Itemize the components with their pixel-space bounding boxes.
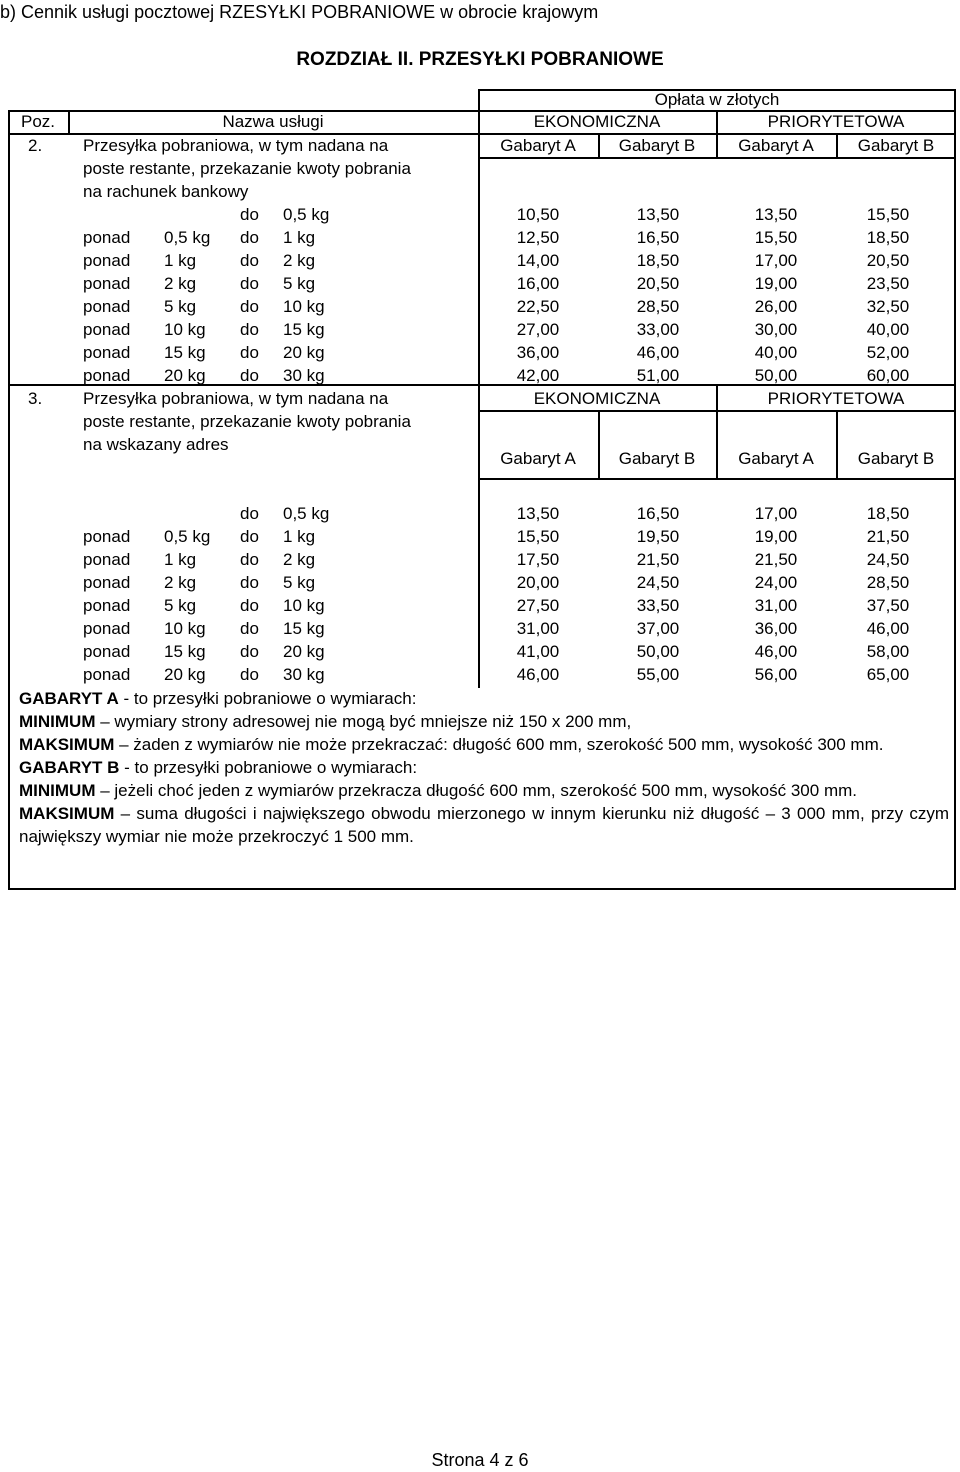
- price-cell: 13,50: [636, 205, 680, 224]
- weight-c: do: [240, 642, 259, 661]
- weight-c: do: [240, 527, 259, 546]
- price-cell: 50,00: [636, 642, 680, 661]
- price-cell: 21,50: [636, 550, 680, 569]
- weight-tier-row: [8, 343, 956, 366]
- weight-tier-row: [8, 504, 956, 527]
- weight-a: ponad: [83, 228, 131, 247]
- weight-b: 2 kg: [164, 573, 197, 592]
- rule-left-notes: [8, 688, 10, 890]
- note-gabaryt-a: [19, 687, 949, 710]
- weight-d: 15 kg: [283, 320, 325, 339]
- weight-a: ponad: [83, 573, 131, 592]
- weight-d: 10 kg: [283, 596, 325, 615]
- section-3-pos: 3.: [28, 389, 43, 408]
- price-cell: 52,00: [866, 343, 910, 362]
- weight-d: 30 kg: [283, 366, 325, 385]
- weight-b: 10 kg: [164, 320, 206, 339]
- note-gabaryt-b: [19, 756, 949, 779]
- price-cell: 65,00: [866, 665, 910, 684]
- weight-a: ponad: [83, 366, 131, 385]
- weight-d: 20 kg: [283, 642, 325, 661]
- price-cell: 55,00: [636, 665, 680, 684]
- weight-b: 10 kg: [164, 619, 206, 638]
- note-b-minimum: [19, 779, 949, 802]
- weight-tier-row: [8, 550, 956, 573]
- price-cell: 12,50: [516, 228, 560, 247]
- weight-a: ponad: [83, 251, 131, 270]
- weight-b: 15 kg: [164, 642, 206, 661]
- weight-tier-row: [8, 619, 956, 642]
- col-name: Nazwa usługi: [222, 112, 324, 131]
- col-pos: Poz.: [20, 112, 56, 131]
- price-cell: 17,50: [516, 550, 560, 569]
- price-cell: 46,00: [636, 343, 680, 362]
- section-2-name-3: na rachunek bankowy: [83, 182, 249, 201]
- weight-c: do: [240, 504, 259, 523]
- s2-gabaryt-b-eko: Gabaryt B: [618, 136, 696, 155]
- price-cell: 46,00: [866, 619, 910, 638]
- price-cell: 51,00: [636, 366, 680, 385]
- price-cell: 15,50: [754, 228, 798, 247]
- s3-header-ekonomiczna: EKONOMICZNA: [533, 389, 661, 408]
- weight-c: do: [240, 228, 259, 247]
- weight-a: ponad: [83, 320, 131, 339]
- note-gabaryt-a-label: GABARYT A: [19, 689, 119, 708]
- weight-c: do: [240, 274, 259, 293]
- note-b-minimum-text: – jeżeli choć jeden z wymiarów przekracza długość 600 mm, szerokość 500 mm, wysokość 300 mm.: [95, 781, 857, 800]
- note-a-minimum: [19, 710, 949, 733]
- weight-tier-row: [8, 642, 956, 665]
- weight-tier-row: [8, 205, 956, 228]
- price-cell: 19,00: [754, 274, 798, 293]
- price-cell: 20,50: [866, 251, 910, 270]
- note-gabaryt-a-text: - to przesyłki pobraniowe o wymiarach:: [118, 689, 417, 708]
- weight-a: ponad: [83, 596, 131, 615]
- page-number: Strona 4 z 6: [431, 1450, 529, 1470]
- price-table: [8, 89, 956, 890]
- weight-a: ponad: [83, 527, 131, 546]
- price-cell: 19,50: [636, 527, 680, 546]
- price-cell: 27,50: [516, 596, 560, 615]
- price-cell: 16,00: [516, 274, 560, 293]
- weight-d: 5 kg: [283, 573, 316, 592]
- weight-tier-row: [8, 366, 956, 389]
- weight-tier-row: [8, 527, 956, 550]
- weight-d: 0,5 kg: [283, 504, 330, 523]
- weight-a: ponad: [83, 297, 131, 316]
- weight-a: ponad: [83, 642, 131, 661]
- s3-gabaryt-b-prio: Gabaryt B: [857, 449, 935, 468]
- weight-c: do: [240, 251, 259, 270]
- price-cell: 30,00: [754, 320, 798, 339]
- weight-c: do: [240, 343, 259, 362]
- dimension-notes: [19, 687, 949, 848]
- weight-c: do: [240, 573, 259, 592]
- weight-c: do: [240, 320, 259, 339]
- price-cell: 24,00: [754, 573, 798, 592]
- price-cell: 15,50: [516, 527, 560, 546]
- price-cell: 14,00: [516, 251, 560, 270]
- s2-gabaryt-a-prio: Gabaryt A: [738, 136, 814, 155]
- weight-d: 1 kg: [283, 228, 316, 247]
- price-cell: 46,00: [754, 642, 798, 661]
- price-cell: 33,50: [636, 596, 680, 615]
- price-cell: 36,00: [516, 343, 560, 362]
- note-a-minimum-label: MINIMUM: [19, 712, 96, 731]
- price-cell: 21,50: [866, 527, 910, 546]
- weight-b: 5 kg: [164, 596, 197, 615]
- note-a-maksimum-text: – żaden z wymiarów nie może przekraczać: długość 600 mm, szerokość 500 mm, wysokość 300 mm.: [114, 735, 884, 754]
- rule-header-2: [8, 133, 956, 135]
- note-a-maksimum: [19, 733, 949, 756]
- price-cell: 31,00: [754, 596, 798, 615]
- price-cell: 28,50: [636, 297, 680, 316]
- price-cell: 31,00: [516, 619, 560, 638]
- weight-tier-row: [8, 665, 956, 688]
- weight-b: 1 kg: [164, 251, 197, 270]
- price-cell: 21,50: [754, 550, 798, 569]
- note-b-maksimum: [19, 802, 949, 848]
- s2-gabaryt-b-prio: Gabaryt B: [857, 136, 935, 155]
- weight-b: 2 kg: [164, 274, 197, 293]
- price-cell: 60,00: [866, 366, 910, 385]
- weight-tier-row: [8, 274, 956, 297]
- price-cell: 24,50: [866, 550, 910, 569]
- weight-tier-row: [8, 573, 956, 596]
- fee-header: Opłata w złotych: [654, 90, 780, 109]
- price-cell: 36,00: [754, 619, 798, 638]
- weight-c: do: [240, 550, 259, 569]
- price-cell: 19,00: [754, 527, 798, 546]
- weight-b: 0,5 kg: [164, 228, 211, 247]
- price-cell: 18,50: [636, 251, 680, 270]
- price-cell: 16,50: [636, 228, 680, 247]
- price-cell: 27,00: [516, 320, 560, 339]
- price-cell: 41,00: [516, 642, 560, 661]
- price-cell: 24,50: [636, 573, 680, 592]
- section-2-name-1: Przesyłka pobraniowa, w tym nadana na: [83, 136, 389, 155]
- chapter-title: ROZDZIAŁ II. PRZESYŁKI POBRANIOWE: [296, 49, 664, 70]
- section-3-name-1: Przesyłka pobraniowa, w tym nadana na: [83, 389, 389, 408]
- weight-c: do: [240, 665, 259, 684]
- weight-b: 15 kg: [164, 343, 206, 362]
- price-cell: 10,50: [516, 205, 560, 224]
- document-heading: b) Cennik usługi pocztowej RZESYŁKI POBRANIOWE w obrocie krajowym: [0, 2, 599, 22]
- price-cell: 18,50: [866, 228, 910, 247]
- note-a-maksimum-label: MAKSIMUM: [19, 735, 115, 754]
- weight-a: ponad: [83, 343, 131, 362]
- rule-bottom: [8, 888, 956, 890]
- price-cell: 18,50: [866, 504, 910, 523]
- weight-tier-row: [8, 320, 956, 343]
- price-cell: 20,00: [516, 573, 560, 592]
- weight-d: 1 kg: [283, 527, 316, 546]
- section-2-name-2: poste restante, przekazanie kwoty pobrania: [83, 159, 411, 178]
- header-ekonomiczna: EKONOMICZNA: [533, 112, 661, 131]
- weight-d: 2 kg: [283, 550, 316, 569]
- weight-b: 20 kg: [164, 366, 206, 385]
- price-cell: 13,50: [754, 205, 798, 224]
- weight-b: 5 kg: [164, 297, 197, 316]
- note-b-minimum-label: MINIMUM: [19, 781, 96, 800]
- weight-b: 0,5 kg: [164, 527, 211, 546]
- price-cell: 46,00: [516, 665, 560, 684]
- weight-c: do: [240, 297, 259, 316]
- weight-a: ponad: [83, 274, 131, 293]
- price-cell: 17,00: [754, 251, 798, 270]
- price-cell: 58,00: [866, 642, 910, 661]
- s2-gabaryt-a-eko: Gabaryt A: [500, 136, 576, 155]
- price-cell: 42,00: [516, 366, 560, 385]
- weight-d: 5 kg: [283, 274, 316, 293]
- price-cell: 37,50: [866, 596, 910, 615]
- weight-tier-row: [8, 596, 956, 619]
- price-cell: 50,00: [754, 366, 798, 385]
- price-cell: 15,50: [866, 205, 910, 224]
- price-cell: 32,50: [866, 297, 910, 316]
- weight-d: 0,5 kg: [283, 205, 330, 224]
- note-b-maksimum-text: – suma długości i największego obwodu mierzonego w innym kierunku niż długość – 3 000 mm, przy czym największy wymiar nie może przekroczyć 1 500 mm.: [19, 804, 949, 846]
- price-cell: 40,00: [866, 320, 910, 339]
- weight-c: do: [240, 619, 259, 638]
- price-cell: 28,50: [866, 573, 910, 592]
- price-cell: 16,50: [636, 504, 680, 523]
- price-cell: 17,00: [754, 504, 798, 523]
- s3-gabaryt-a-prio: Gabaryt A: [738, 449, 814, 468]
- weight-b: 20 kg: [164, 665, 206, 684]
- weight-d: 20 kg: [283, 343, 325, 362]
- price-cell: 37,00: [636, 619, 680, 638]
- weight-c: do: [240, 205, 259, 224]
- weight-tier-row: [8, 228, 956, 251]
- price-cell: 20,50: [636, 274, 680, 293]
- price-cell: 13,50: [516, 504, 560, 523]
- weight-c: do: [240, 366, 259, 385]
- weight-tier-row: [8, 297, 956, 320]
- s3-gabaryt-b-eko: Gabaryt B: [618, 449, 696, 468]
- section-3-name-3: na wskazany adres: [83, 435, 229, 454]
- weight-d: 15 kg: [283, 619, 325, 638]
- note-gabaryt-b-label: GABARYT B: [19, 758, 120, 777]
- s3-header-priorytetowa: PRIORYTETOWA: [767, 389, 905, 408]
- weight-d: 30 kg: [283, 665, 325, 684]
- note-b-maksimum-label: MAKSIMUM: [19, 804, 115, 823]
- price-cell: 26,00: [754, 297, 798, 316]
- note-a-minimum-text: – wymiary strony adresowej nie mogą być mniejsze niż 150 x 200 mm,: [95, 712, 632, 731]
- weight-b: 1 kg: [164, 550, 197, 569]
- price-cell: 56,00: [754, 665, 798, 684]
- weight-d: 10 kg: [283, 297, 325, 316]
- s3-gabaryt-a-eko: Gabaryt A: [500, 449, 576, 468]
- weight-a: ponad: [83, 550, 131, 569]
- price-cell: 22,50: [516, 297, 560, 316]
- section-2-pos: 2.: [28, 136, 43, 155]
- price-cell: 23,50: [866, 274, 910, 293]
- weight-c: do: [240, 596, 259, 615]
- price-cell: 40,00: [754, 343, 798, 362]
- weight-d: 2 kg: [283, 251, 316, 270]
- note-gabaryt-b-text: - to przesyłki pobraniowe o wymiarach:: [119, 758, 418, 777]
- weight-a: ponad: [83, 665, 131, 684]
- section-3-name-2: poste restante, przekazanie kwoty pobrania: [83, 412, 411, 431]
- header-priorytetowa: PRIORYTETOWA: [767, 112, 905, 131]
- weight-tier-row: [8, 251, 956, 274]
- price-cell: 33,00: [636, 320, 680, 339]
- weight-a: ponad: [83, 619, 131, 638]
